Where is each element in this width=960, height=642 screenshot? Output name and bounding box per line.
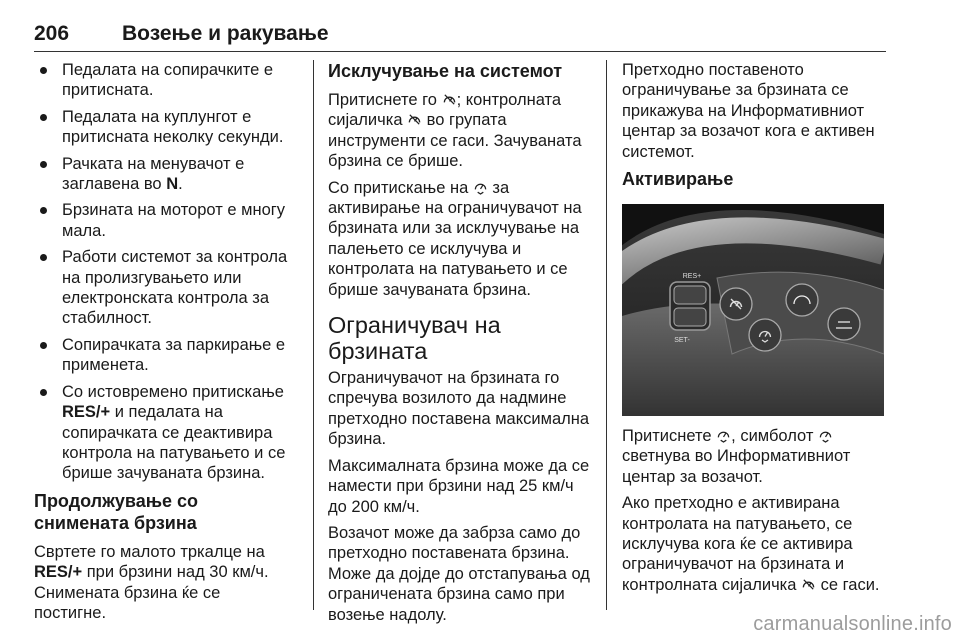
paragraph: Притиснете , симболот светнува во Информативниот центар за возачот.	[622, 427, 851, 486]
speed-limiter-icon	[716, 428, 731, 443]
page-number: 206	[34, 22, 70, 45]
header-rule	[34, 51, 886, 52]
paragraph: Свртете го малото тркалце на RES/+ при брзини над 30 км/ч. Снимената брзина ќе се постигне.	[34, 542, 269, 622]
speed-limiter-icon	[818, 428, 833, 443]
adaptive-cruise-button[interactable]	[786, 284, 818, 316]
column-divider	[606, 60, 607, 610]
distance-button[interactable]	[828, 308, 860, 340]
res-label: RES/+	[34, 563, 83, 582]
column-divider	[313, 60, 314, 610]
paragraph: Ограничувачот на брзината го спречува возилото да надмине претходно поставена максимална брзина.	[328, 369, 590, 449]
paragraph: Со притискање на за активирање на ограничувачот на брзината или за исклучување на палењето се исклучува и контролата на патувањето и се брише зачуваната брзина.	[328, 178, 582, 299]
column-left	[34, 60, 296, 629]
paragraph: Притиснете го ; контролната сијаличка во групата инструменти се гаси. Зачуваната брзина се брише.	[328, 91, 582, 171]
column-middle	[328, 60, 590, 631]
paragraph: Ако претходно е активирана контролата на патувањето, се исклучува кога ќе се активира ограничувачот на брзината и контролната сијаличка се гаси.	[622, 494, 880, 594]
cruise-control-cancel-icon	[407, 112, 422, 127]
section-heading: Продолжување со снимената брзина	[34, 490, 199, 533]
steering-wheel-illustration	[622, 204, 884, 416]
section-title: Ограничувач на брзината	[328, 312, 501, 365]
paragraph: Возачот може да забрза само до претходно поставената брзина. Може да дојде до отстапувања од ограничената брзина само при возење надолу.	[328, 523, 590, 624]
page-header	[34, 6, 926, 50]
res-plus-label: RES+	[682, 273, 702, 281]
list-item: Педалата на куплунгот е притисната неколку секунди.	[34, 107, 296, 148]
list-item: Брзината на моторот е многу мала.	[34, 200, 296, 241]
condition-list	[34, 60, 296, 484]
gear-n-label: N	[166, 175, 179, 194]
watermark: carmanualsonline.info	[753, 613, 952, 635]
speed-limiter-icon	[473, 180, 488, 195]
res-label: RES/+	[62, 403, 111, 422]
section-heading: Исклучување на системот	[328, 61, 563, 81]
chapter-title: Возење и ракување	[122, 22, 329, 45]
cruise-control-cancel-icon	[801, 577, 816, 592]
paragraph: Претходно поставеното ограничување за брзината се прикажува на Информативниот центар за возачот кога е активен системот.	[622, 61, 875, 161]
list-item: Сопирачката за паркирање е применета.	[34, 335, 296, 376]
set-minus-label: SET-	[674, 337, 690, 345]
paragraph: Максималната брзина може да се намести при брзини над 25 км/ч до 200 км/ч.	[328, 456, 590, 516]
list-item: Рачката на менувачот е заглавена во N.	[34, 154, 296, 195]
list-item: Работи системот за контрола на пролизгувањето или електронската контрола за стабилност.	[34, 247, 296, 329]
speed-limiter-button[interactable]	[749, 319, 781, 351]
cruise-control-cancel-icon	[442, 92, 457, 107]
column-right	[622, 60, 884, 601]
section-heading: Активирање	[622, 169, 734, 190]
list-item: Педалата на сопирачките е притисната.	[34, 60, 296, 101]
list-item: Со истовремено притискање RES/+ и педалата на сопирачката се деактивира контрола на патувањето и се брише зачуваната брзина.	[34, 382, 296, 484]
